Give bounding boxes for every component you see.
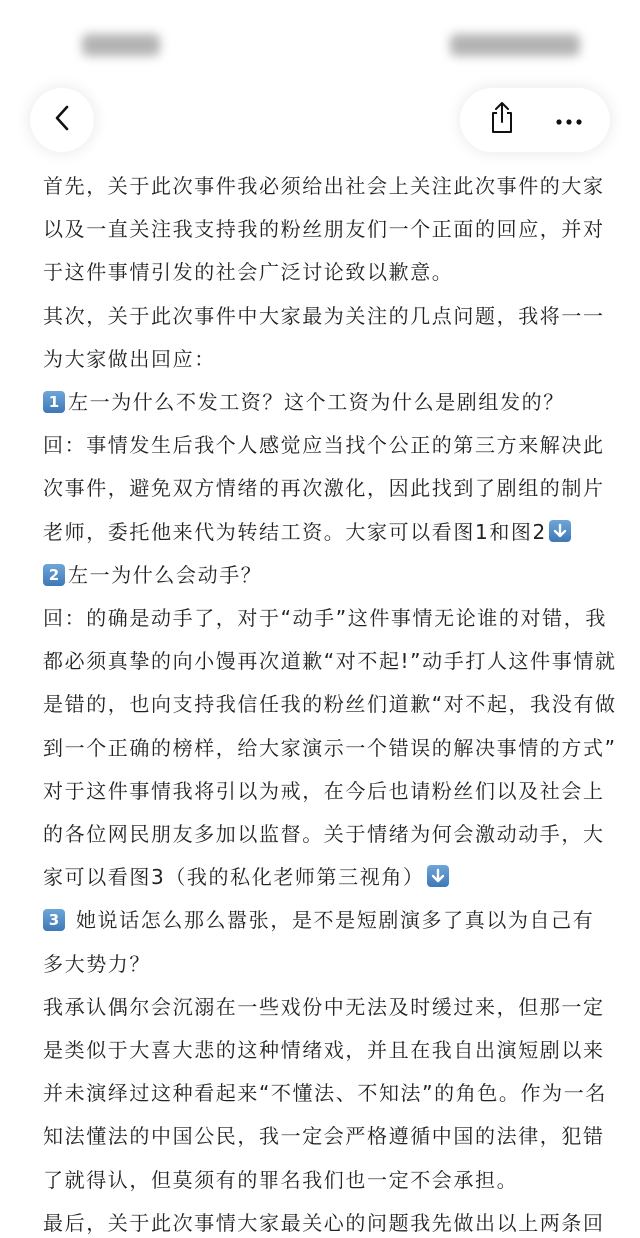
ellipsis-icon [555,111,583,130]
text-line [43,517,571,547]
line-text: 为大家做出回应： [43,346,216,371]
text-line [43,1078,607,1108]
line-text: 次事件，避免双方情绪的再次激化，因此找到了剧组的制片 [43,476,605,501]
text-line [43,214,605,244]
line-text: 其次，关于此次事件中大家最为关注的几点问题，我将一一 [43,303,605,328]
text-line [43,1035,605,1065]
line-text: 以及一直关注我支持我的粉丝朋友们一个正面的回应，并对 [43,217,605,242]
text-line [43,819,605,849]
line-text: 是类似于大喜大悲的这种情绪戏，并且在我自出演短剧以来 [43,1038,605,1062]
line-text: 回：的确是动手了，对于“动手”这件事情无论谁的对错，我 [43,606,607,630]
line-text: 并未演绎过这种看起来“不懂法、不知法”的角色。作为一名 [43,1081,607,1106]
text-line [43,905,594,935]
text-line [43,733,617,763]
line-text: 我承认偶尔会沉溺在一些戏份中无法及时缓过来，但那一定 [43,994,605,1019]
line-text: 对于这件事情我将引以为戒，在今后也请粉丝们以及社会上 [43,778,605,803]
line-text: 了就得认，但莫须有的罪名我们也一定不会承担。 [43,1167,519,1192]
line-text: 是错的，也向支持我信任我的粉丝们道歉“对不起，我没有做 [43,692,617,717]
back-button[interactable] [30,88,94,152]
down-arrow-icon [427,865,449,887]
status-time-blurred [82,34,160,56]
line-text: 到一个正确的榜样，给大家演示一个错误的解决事情的方式” [43,735,617,760]
line-text: 于这件事情引发的社会广泛讨论致以歉意。 [43,260,454,285]
text-line [43,689,617,719]
line-text: 她说话怎么那么嚣张，是不是短剧演多了真以为自己有 [68,908,595,933]
keycap-number-icon: 2 [43,564,65,586]
line-text: 左一为什么会动手？ [68,562,263,587]
line-text: 回：事情发生后我个人感觉应当找个公正的第三方来解决此 [43,433,605,458]
status-bar [0,0,640,80]
text-line [43,1165,518,1195]
text-line [43,430,605,460]
line-text: 的各位网民朋友多加以监督。关于情绪为何会激动动手，大 [43,822,605,846]
text-line [43,949,151,979]
share-icon [488,101,516,139]
text-line [43,560,262,590]
keycap-number-icon: 3 [43,909,65,931]
line-text: 首先，关于此次事件我必须给出社会上关注此次事件的大家 [43,174,605,198]
text-line [43,1208,605,1238]
text-line [43,992,605,1022]
keycap-number-icon: 1 [43,391,65,413]
text-line [43,862,449,892]
top-actions [460,88,610,152]
status-icons-blurred [450,34,580,56]
text-line [43,387,565,417]
text-line [43,257,453,287]
text-line [43,1121,605,1151]
chevron-left-icon [52,104,72,136]
text-line [43,301,605,331]
line-text: 知法懂法的中国公民，我一定会严格遵循中国的法律，犯错 [43,1124,605,1149]
line-text: 左一为什么不发工资？这个工资为什么是剧组发的？ [68,390,565,414]
text-line [43,171,605,201]
text-line [43,473,605,503]
line-text: 老师，委托他来代为转结工资。大家可以看图1和图2 [43,519,547,544]
text-line [43,646,617,676]
text-line [43,603,607,633]
more-button[interactable] [549,100,589,140]
line-text: 多大势力？ [43,951,151,976]
text-line [43,776,605,806]
line-text: 都必须真挚的向小馒再次道歉“对不起!”动手打人这件事情就 [43,649,617,674]
share-button[interactable] [482,100,522,140]
line-text: 家可以看图3（我的私化老师第三视角） [43,865,425,890]
text-line [43,344,216,374]
line-text: 最后，关于此次事情大家最关心的问题我先做出以上两条回 [43,1210,605,1235]
down-arrow-icon [549,520,571,542]
